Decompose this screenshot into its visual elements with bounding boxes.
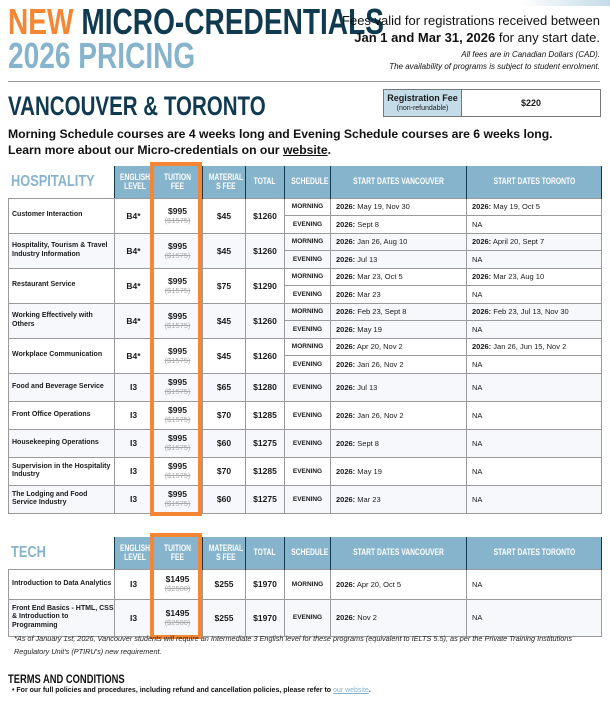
tuition-price: $995 — [168, 275, 187, 286]
start-dates-vancouver — [331, 457, 467, 485]
table-row — [9, 429, 602, 457]
schedule-type: EVENING — [285, 251, 331, 269]
year-label: 2026: — [336, 466, 356, 476]
column-header-tuition — [153, 166, 203, 198]
table-row — [9, 485, 602, 513]
start-dates-vancouver — [331, 356, 467, 374]
start-dates-toronto — [467, 251, 602, 269]
tuition-fee — [153, 401, 203, 429]
corner-decoration — [520, 0, 610, 6]
column-header-text: START DATES VANCOUVER — [353, 547, 444, 558]
column-header-text: START DATES TORONTO — [493, 547, 575, 558]
column-header-vancouver — [331, 537, 467, 569]
dates: NA — [472, 410, 483, 420]
dates: Apr 20, Oct 5 — [355, 579, 402, 589]
start-dates-vancouver — [331, 569, 467, 599]
schedule-type: EVENING — [285, 286, 331, 304]
schedule-type: MORNING — [285, 338, 331, 356]
terms-website-link[interactable]: our website — [333, 687, 369, 694]
terms-period: . — [368, 687, 371, 694]
table-row — [9, 233, 602, 251]
start-dates-toronto — [467, 268, 602, 286]
dates: NA — [472, 289, 483, 299]
column-header-text: SCHEDULE — [291, 176, 329, 187]
materials-fee: $75 — [203, 268, 246, 303]
schedule-type: MORNING — [285, 198, 331, 216]
column-header-schedule — [285, 537, 331, 569]
tuition-price: $995 — [168, 433, 187, 443]
course-name: The Lodging and Food Service Industry — [9, 485, 115, 513]
schedule-type: EVENING — [285, 599, 331, 636]
start-dates-toronto — [467, 303, 602, 321]
table-row — [9, 457, 602, 485]
website-link[interactable]: website — [282, 143, 328, 157]
english-level: I3 — [115, 457, 153, 485]
total-fee: $1970 — [246, 599, 285, 636]
registration-fee-label — [384, 90, 462, 116]
tuition-fee — [153, 268, 203, 303]
table-row — [9, 268, 602, 286]
course-name: Working Effectively with Others — [9, 303, 115, 338]
schedule-type: MORNING — [285, 268, 331, 286]
year-label: 2026: — [336, 237, 356, 247]
materials-fee: $45 — [203, 198, 246, 233]
column-header-vancouver — [331, 166, 467, 198]
dates: Apr 20, Nov 2 — [355, 342, 403, 352]
dates: Jan 26, Aug 10 — [355, 237, 408, 247]
dates: May 19 — [355, 466, 382, 476]
start-dates-toronto — [467, 338, 602, 356]
start-dates-toronto — [467, 321, 602, 339]
table-row — [9, 569, 602, 599]
column-header-toronto — [467, 537, 602, 569]
dates: Mar 23 — [355, 289, 381, 299]
tuition-price: $1495 — [165, 574, 190, 584]
tuition-fee — [153, 373, 203, 401]
tuition-price: $995 — [168, 461, 187, 471]
year-label: 2026: — [336, 342, 356, 352]
course-name: Hospitality, Tourism & Travel Industry Information — [9, 233, 115, 268]
materials-fee: $60 — [203, 429, 246, 457]
year-label: 2026: — [336, 613, 356, 622]
column-header-english — [115, 166, 153, 198]
tuition-fee — [153, 569, 203, 599]
tuition-fee — [153, 338, 203, 373]
schedule-type: EVENING — [285, 429, 331, 457]
schedule-type: EVENING — [285, 401, 331, 429]
tuition-fee — [153, 429, 203, 457]
dates: Sept 8 — [355, 438, 379, 448]
tuition-price: $995 — [168, 345, 187, 356]
english-level: I3 — [115, 569, 153, 599]
materials-fee: $65 — [203, 373, 246, 401]
dates: Feb 23, Sept 8 — [355, 307, 407, 317]
year-label: 2026: — [336, 579, 356, 589]
dates: NA — [472, 438, 483, 448]
materials-fee: $45 — [203, 303, 246, 338]
tuition-old-price: ($2500) — [164, 584, 191, 593]
dates: NA — [472, 382, 483, 392]
start-dates-vancouver — [331, 303, 467, 321]
course-name: Introduction to Data Analytics — [9, 569, 115, 599]
schedule-type: EVENING — [285, 373, 331, 401]
column-header-total — [246, 166, 285, 198]
course-name: Supervision in the Hospitality Industry — [9, 457, 115, 485]
dates: Mar 23 — [355, 494, 381, 504]
column-header-total — [246, 537, 285, 569]
year-label: 2026: — [472, 307, 492, 317]
start-dates-toronto — [467, 356, 602, 374]
registration-fee-value: $220 — [520, 98, 542, 108]
schedule-type: EVENING — [285, 485, 331, 513]
start-dates-toronto — [467, 286, 602, 304]
total-fee: $1260 — [246, 303, 285, 338]
start-dates-toronto — [467, 599, 602, 636]
column-header-text: TUITION FEE — [164, 542, 191, 562]
course-name: Housekeeping Operations — [9, 429, 115, 457]
divider — [8, 81, 600, 82]
tuition-price: $995 — [168, 405, 187, 415]
table-row — [9, 198, 602, 216]
dates: May 19 — [355, 324, 382, 334]
start-dates-toronto — [467, 401, 602, 429]
table-row — [9, 599, 602, 636]
schedule-type: EVENING — [285, 356, 331, 374]
materials-fee: $255 — [203, 599, 246, 636]
currency-note — [389, 49, 600, 73]
title-new: NEW — [8, 1, 74, 42]
course-name: Front Office Operations — [9, 401, 115, 429]
materials-fee: $70 — [203, 457, 246, 485]
dates: NA — [472, 324, 483, 334]
tuition-old-price: ($1575) — [164, 285, 191, 295]
year-label: 2026: — [336, 289, 356, 299]
schedule-type: MORNING — [285, 569, 331, 599]
terms-title: TERMS AND CONDITIONS — [8, 672, 125, 686]
column-header-material — [203, 537, 246, 569]
pricing-table-hospitality — [8, 166, 602, 514]
tuition-old-price: ($1575) — [164, 415, 191, 424]
materials-fee: $60 — [203, 485, 246, 513]
total-fee: $1285 — [246, 457, 285, 485]
start-dates-vancouver — [331, 233, 467, 251]
english-level: B4* — [115, 268, 153, 303]
start-dates-toronto — [467, 216, 602, 234]
year-label: 2026: — [336, 410, 356, 420]
dates: NA — [472, 219, 483, 229]
english-level: I3 — [115, 373, 153, 401]
footnote: *As of January 1st, 2026, Vancouver students will require an Intermediate 3 English level for these programs (equivalent to IELTS 5.5), as per the Private Training Institutions Regulatory Unit's (PTIRU's) new requirement. — [14, 634, 572, 656]
dates: NA — [472, 579, 483, 589]
dates: May 19, Nov 30 — [355, 202, 410, 212]
start-dates-toronto — [467, 457, 602, 485]
section-title — [9, 537, 115, 569]
tuition-price: $995 — [168, 310, 187, 321]
total-fee: $1275 — [246, 485, 285, 513]
column-header-tuition — [153, 537, 203, 569]
english-level: B4* — [115, 338, 153, 373]
schedule-type: MORNING — [285, 233, 331, 251]
schedule-type: EVENING — [285, 216, 331, 234]
dates: NA — [472, 254, 483, 264]
year-label: 2026: — [336, 272, 356, 282]
tuition-fee — [153, 303, 203, 338]
table-row — [9, 338, 602, 356]
dates: Jul 13 — [355, 382, 378, 392]
tuition-fee — [153, 233, 203, 268]
year-label: 2026: — [336, 494, 356, 504]
year-label: 2026: — [472, 237, 492, 247]
start-dates-toronto — [467, 373, 602, 401]
intro-line1: Morning Schedule courses are 4 weeks long and Evening Schedule courses are 6 weeks long. — [8, 127, 553, 141]
registration-sub: (non-refundable) — [396, 105, 449, 112]
column-header-toronto — [467, 166, 602, 198]
course-name: Restaurant Service — [9, 268, 115, 303]
year-label: 2026: — [336, 202, 356, 212]
start-dates-vancouver — [331, 599, 467, 636]
course-name: Workplace Communication — [9, 338, 115, 373]
location-title: VANCOUVER & TORONTO — [8, 91, 266, 121]
note-cad: All fees are in Canadian Dollars (CAD). — [461, 50, 600, 59]
materials-fee: $255 — [203, 569, 246, 599]
english-level: B4* — [115, 233, 153, 268]
total-fee: $1260 — [246, 198, 285, 233]
dates: NA — [472, 494, 483, 504]
pricing-table-tech — [8, 537, 602, 637]
start-dates-toronto — [467, 569, 602, 599]
title-micro-credentials: MICRO-CREDENTIALS — [81, 1, 384, 42]
table-row — [9, 401, 602, 429]
schedule-type: MORNING — [285, 303, 331, 321]
english-level: B4* — [115, 198, 153, 233]
tuition-price: $1495 — [165, 607, 190, 618]
table-row — [9, 303, 602, 321]
validity-text — [342, 12, 600, 46]
table-header-row — [9, 166, 602, 198]
column-header-text: SCHEDULE — [291, 547, 329, 558]
column-header-text: ENGLISH LEVEL — [120, 542, 151, 562]
schedule-type: EVENING — [285, 321, 331, 339]
tuition-old-price: ($1575) — [164, 471, 191, 480]
tuition-fee — [153, 599, 203, 636]
column-header-text: TOTAL — [254, 547, 276, 558]
intro-text — [8, 126, 553, 158]
intro-line2: Learn more about our Micro-credentials on our — [8, 143, 283, 157]
column-header-text: START DATES TORONTO — [493, 176, 575, 187]
note-availability: The availability of programs is subject to student enrolment. — [389, 62, 600, 71]
english-level: I3 — [115, 401, 153, 429]
dates: Jan 26, Nov 2 — [355, 359, 404, 369]
column-header-text: MATERIAL S FEE — [208, 542, 244, 562]
section-title-text: HOSPITALITY — [10, 173, 95, 191]
year-label: 2026: — [472, 342, 492, 352]
column-header-english — [115, 537, 153, 569]
start-dates-toronto — [467, 233, 602, 251]
english-level: I3 — [115, 599, 153, 636]
dates: Feb 23, Jul 13, Nov 30 — [491, 307, 569, 317]
start-dates-vancouver — [331, 251, 467, 269]
start-dates-vancouver — [331, 429, 467, 457]
column-header-text: MATERIAL S FEE — [208, 171, 244, 191]
total-fee: $1275 — [246, 429, 285, 457]
tuition-old-price: ($1575) — [164, 499, 191, 508]
year-label: 2026: — [336, 438, 356, 448]
year-label: 2026: — [336, 254, 356, 264]
column-header-material — [203, 166, 246, 198]
dates: Mar 23, Oct 5 — [355, 272, 403, 282]
tuition-old-price: ($1575) — [164, 355, 191, 365]
validity-line1: Fees valid for registrations received between — [342, 13, 600, 28]
dates: May 19, Oct 5 — [491, 202, 540, 212]
dates: Mar 23, Aug 10 — [491, 272, 545, 282]
english-level: I3 — [115, 429, 153, 457]
tuition-old-price: ($1575) — [164, 320, 191, 330]
registration-label: Registration Fee — [387, 93, 458, 103]
dates: Nov 2 — [355, 613, 377, 622]
dates: Jul 13 — [355, 254, 378, 264]
table-header-row — [9, 537, 602, 569]
tuition-fee — [153, 485, 203, 513]
tuition-old-price: ($1575) — [164, 443, 191, 452]
dates: NA — [472, 466, 483, 476]
validity-rest: for any start date. — [495, 30, 600, 45]
course-name: Food and Beverage Service — [9, 373, 115, 401]
total-fee: $1970 — [246, 569, 285, 599]
tuition-old-price: ($1575) — [164, 215, 191, 225]
start-dates-vancouver — [331, 216, 467, 234]
dates: NA — [472, 613, 483, 622]
tuition-fee — [153, 457, 203, 485]
table-row — [9, 373, 602, 401]
start-dates-toronto — [467, 429, 602, 457]
section-title-text: TECH — [10, 544, 46, 562]
column-header-text: ENGLISH LEVEL — [120, 171, 151, 191]
total-fee: $1280 — [246, 373, 285, 401]
start-dates-vancouver — [331, 485, 467, 513]
dates: Jan 26, Jun 15, Nov 2 — [491, 342, 567, 352]
column-header-text: START DATES VANCOUVER — [353, 176, 444, 187]
total-fee: $1285 — [246, 401, 285, 429]
dates: April 20, Sept 7 — [491, 237, 545, 247]
tuition-old-price: ($2500) — [164, 617, 191, 627]
start-dates-vancouver — [331, 373, 467, 401]
course-name: Customer Interaction — [9, 198, 115, 233]
tuition-old-price: ($1575) — [164, 387, 191, 396]
total-fee: $1290 — [246, 268, 285, 303]
tuition-price: $995 — [168, 377, 187, 387]
column-header-text: TOTAL — [254, 176, 276, 187]
start-dates-vancouver — [331, 198, 467, 216]
start-dates-toronto — [467, 485, 602, 513]
registration-fee-box — [383, 89, 601, 117]
column-header-text: TUITION FEE — [164, 171, 191, 191]
dates: NA — [472, 359, 483, 369]
start-dates-vancouver — [331, 268, 467, 286]
start-dates-vancouver — [331, 321, 467, 339]
year-label: 2026: — [472, 202, 492, 212]
section-title — [9, 166, 115, 198]
materials-fee: $70 — [203, 401, 246, 429]
terms-text: For our full policies and procedures, including refund and cancellation policies, please refer to — [16, 687, 334, 694]
terms-bullet: • For our full policies and procedures, including refund and cancellation policies, please refer to our website. — [12, 687, 371, 694]
schedule-type: EVENING — [285, 457, 331, 485]
materials-fee: $45 — [203, 338, 246, 373]
start-dates-vancouver — [331, 338, 467, 356]
tuition-old-price: ($1575) — [164, 250, 191, 260]
year-label: 2026: — [336, 324, 356, 334]
year-label: 2026: — [472, 272, 492, 282]
start-dates-vancouver — [331, 286, 467, 304]
total-fee: $1260 — [246, 233, 285, 268]
total-fee: $1260 — [246, 338, 285, 373]
validity-dates: Jan 1 and Mar 31, 2026 — [354, 30, 496, 45]
start-dates-toronto — [467, 198, 602, 216]
year-label: 2026: — [336, 307, 356, 317]
dates: Jan 26, Nov 2 — [355, 410, 404, 420]
tuition-fee — [153, 198, 203, 233]
tuition-price: $995 — [168, 240, 187, 251]
dates: Sept 8 — [355, 219, 379, 229]
tuition-price: $995 — [168, 489, 187, 499]
tuition-price: $995 — [168, 205, 187, 216]
year-label: 2026: — [336, 219, 356, 229]
english-level: I3 — [115, 485, 153, 513]
intro-period: . — [327, 143, 332, 157]
year-label: 2026: — [336, 382, 356, 392]
english-level: B4* — [115, 303, 153, 338]
page-subtitle: 2026 PRICING — [8, 35, 196, 76]
materials-fee: $45 — [203, 233, 246, 268]
start-dates-vancouver — [331, 401, 467, 429]
column-header-schedule — [285, 166, 331, 198]
course-name: Front End Basics - HTML, CSS & Introduction to Programming — [9, 599, 115, 636]
year-label: 2026: — [336, 359, 356, 369]
